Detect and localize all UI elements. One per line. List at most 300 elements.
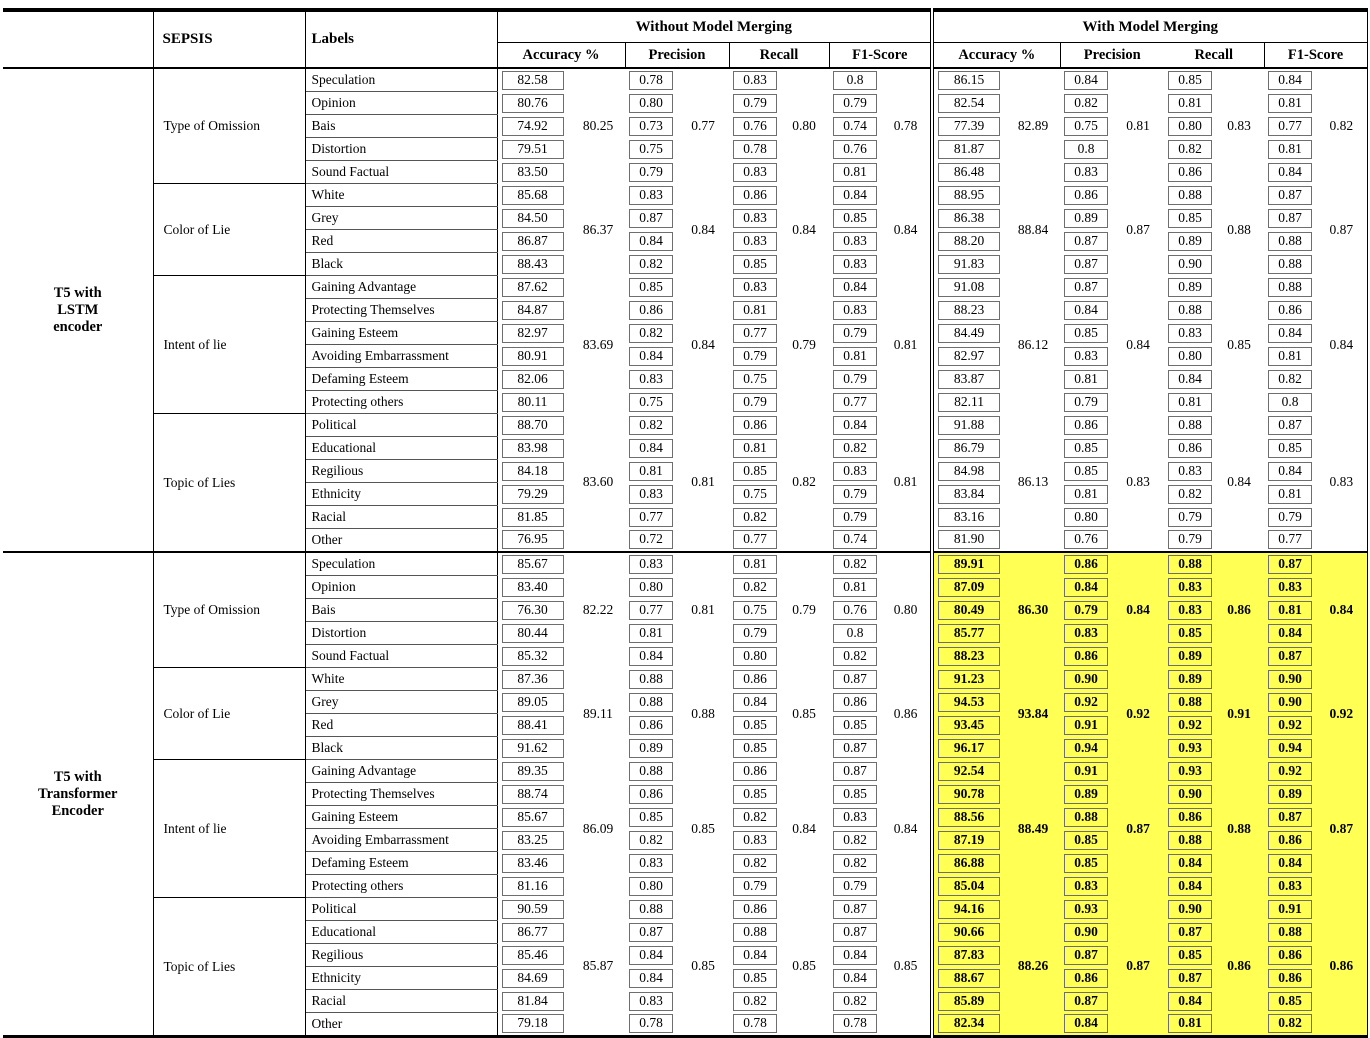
value-box: 0.89 xyxy=(1168,670,1212,689)
label-cell: Red xyxy=(305,714,497,737)
value-box: 86.88 xyxy=(938,854,1000,873)
value-cell xyxy=(1264,576,1316,599)
value-cell xyxy=(625,276,677,299)
value-cell xyxy=(497,230,571,253)
value-box: 0.83 xyxy=(1268,877,1312,896)
value-box: 0.75 xyxy=(629,393,673,412)
value-cell xyxy=(1264,483,1316,506)
value-cell xyxy=(729,737,779,760)
value-box: 89.91 xyxy=(938,555,1000,574)
value-cell xyxy=(1060,783,1112,806)
label-cell: Black xyxy=(305,253,497,276)
value-box: 0.79 xyxy=(733,624,777,643)
value-cell xyxy=(729,645,779,668)
value-cell xyxy=(1164,483,1214,506)
value-box: 0.83 xyxy=(1168,462,1212,481)
value-box: 0.82 xyxy=(733,992,777,1011)
value-box: 80.11 xyxy=(502,393,564,412)
value-box: 0.85 xyxy=(733,255,777,274)
value-box: 0.87 xyxy=(1268,209,1312,228)
average-cell: 85.87 xyxy=(582,958,614,974)
value-box: 0.84 xyxy=(1268,324,1312,343)
average-cell: 0.81 xyxy=(677,552,729,668)
value-box: 0.83 xyxy=(733,71,777,90)
value-box: 0.84 xyxy=(1168,370,1212,389)
value-box: 0.93 xyxy=(1168,762,1212,781)
value-box: 0.83 xyxy=(1168,578,1212,597)
value-box: 88.23 xyxy=(938,301,1000,320)
value-box: 0.84 xyxy=(1168,877,1212,896)
value-cell xyxy=(1264,299,1316,322)
value-cell xyxy=(829,829,881,852)
value-cell xyxy=(1060,161,1112,184)
value-cell xyxy=(829,207,881,230)
average-cell: 88.49 xyxy=(1006,760,1060,898)
value-box: 0.87 xyxy=(1268,808,1312,827)
value-box: 0.81 xyxy=(833,347,877,366)
value-cell xyxy=(829,483,881,506)
value-box: 0.90 xyxy=(1168,785,1212,804)
value-box: 81.90 xyxy=(938,530,1000,549)
value-box: 0.75 xyxy=(733,370,777,389)
value-cell xyxy=(497,921,571,944)
value-box: 0.89 xyxy=(1064,209,1108,228)
average-cell: 0.79 xyxy=(779,552,829,668)
average-cell: 0.85 xyxy=(792,958,816,974)
value-box: 0.81 xyxy=(1268,94,1312,113)
value-box: 0.89 xyxy=(1268,785,1312,804)
model-name-line: Transformer xyxy=(38,785,118,802)
value-box: 0.82 xyxy=(629,831,673,850)
value-box: 0.87 xyxy=(833,923,877,942)
value-cell xyxy=(729,391,779,414)
value-box: 83.16 xyxy=(938,508,1000,527)
label-cell: Racial xyxy=(305,506,497,529)
value-box: 0.84 xyxy=(629,439,673,458)
value-cell xyxy=(932,138,1006,161)
value-box: 79.51 xyxy=(502,140,564,159)
value-cell xyxy=(625,391,677,414)
value-cell xyxy=(932,115,1006,138)
value-cell xyxy=(1264,668,1316,691)
value-box: 0.8 xyxy=(833,624,877,643)
value-box: 0.82 xyxy=(733,508,777,527)
value-box: 0.84 xyxy=(629,946,673,965)
value-cell xyxy=(1164,276,1214,299)
average-cell: 0.85 xyxy=(691,820,715,836)
value-cell xyxy=(1264,368,1316,391)
value-box: 0.86 xyxy=(1268,969,1312,988)
value-cell xyxy=(932,161,1006,184)
value-cell xyxy=(932,345,1006,368)
value-box: 0.80 xyxy=(733,647,777,666)
value-box: 0.84 xyxy=(833,186,877,205)
value-box: 0.76 xyxy=(1064,530,1108,549)
value-box: 0.91 xyxy=(1268,900,1312,919)
value-box: 0.78 xyxy=(833,1014,877,1033)
value-box: 0.93 xyxy=(1168,739,1212,758)
value-cell xyxy=(1264,506,1316,529)
value-box: 85.67 xyxy=(502,555,564,574)
average-cell: 0.88 xyxy=(1214,760,1264,898)
value-box: 0.86 xyxy=(1064,647,1108,666)
value-cell xyxy=(829,345,881,368)
category-cell: Color of Lie xyxy=(153,184,305,276)
value-box: 79.18 xyxy=(502,1014,564,1033)
value-box: 0.86 xyxy=(1268,831,1312,850)
value-box: 88.74 xyxy=(502,785,564,804)
value-box: 86.38 xyxy=(938,209,1000,228)
value-box: 0.8 xyxy=(1268,393,1312,412)
value-cell xyxy=(625,783,677,806)
value-box: 96.17 xyxy=(938,739,1000,758)
value-box: 0.85 xyxy=(833,209,877,228)
value-cell xyxy=(497,276,571,299)
value-box: 0.83 xyxy=(733,232,777,251)
value-cell xyxy=(497,207,571,230)
value-cell xyxy=(1264,92,1316,115)
value-cell xyxy=(1060,737,1112,760)
value-box: 0.91 xyxy=(1064,762,1108,781)
wi-accuracy-header: Accuracy % xyxy=(932,43,1060,69)
value-box: 0.82 xyxy=(833,439,877,458)
value-box: 0.83 xyxy=(1064,877,1108,896)
value-box: 0.77 xyxy=(1268,530,1312,549)
average-cell: 0.85 xyxy=(792,705,816,721)
value-box: 0.85 xyxy=(833,785,877,804)
value-cell xyxy=(932,460,1006,483)
value-box: 0.88 xyxy=(1168,693,1212,712)
value-cell xyxy=(497,645,571,668)
value-cell xyxy=(625,921,677,944)
value-box: 0.81 xyxy=(733,555,777,574)
value-cell xyxy=(729,576,779,599)
label-cell: Opinion xyxy=(305,576,497,599)
value-box: 91.62 xyxy=(502,739,564,758)
model-name-cell xyxy=(3,68,153,552)
value-box: 91.08 xyxy=(938,278,1000,297)
value-cell xyxy=(729,230,779,253)
category-cell: Intent of lie xyxy=(153,760,305,898)
value-box: 0.81 xyxy=(1268,601,1312,620)
value-cell xyxy=(932,967,1006,990)
value-box: 91.88 xyxy=(938,416,1000,435)
value-box: 0.8 xyxy=(833,71,877,90)
model-name-line: LSTM xyxy=(57,301,99,318)
value-cell xyxy=(729,806,779,829)
value-cell xyxy=(1164,92,1214,115)
value-box: 0.82 xyxy=(1168,140,1212,159)
value-box: 0.77 xyxy=(733,530,777,549)
value-box: 0.86 xyxy=(1268,946,1312,965)
value-box: 0.77 xyxy=(629,508,673,527)
value-cell xyxy=(625,460,677,483)
value-box: 83.98 xyxy=(502,439,564,458)
average-cell: 0.84 xyxy=(1112,552,1164,668)
label-cell: Sound Factual xyxy=(305,645,497,668)
value-cell xyxy=(729,599,779,622)
value-box: 86.79 xyxy=(938,439,1000,458)
value-box: 82.34 xyxy=(938,1014,1000,1033)
value-cell xyxy=(625,207,677,230)
model-name-line: T5 with xyxy=(53,284,102,301)
model-name-cell xyxy=(3,552,153,1037)
value-cell xyxy=(932,691,1006,714)
value-cell xyxy=(1060,483,1112,506)
value-box: 91.23 xyxy=(938,670,1000,689)
value-box: 0.84 xyxy=(1268,71,1312,90)
sepsis-header: SEPSIS xyxy=(153,10,305,68)
value-box: 0.83 xyxy=(629,992,673,1011)
value-cell xyxy=(625,875,677,898)
value-cell xyxy=(1264,437,1316,460)
value-box: 0.78 xyxy=(733,140,777,159)
value-cell xyxy=(1164,668,1214,691)
value-box: 0.84 xyxy=(629,969,673,988)
value-cell xyxy=(1164,115,1214,138)
value-box: 0.79 xyxy=(833,508,877,527)
value-cell xyxy=(829,414,881,437)
value-box: 0.79 xyxy=(733,393,777,412)
value-cell xyxy=(932,368,1006,391)
value-cell xyxy=(1164,437,1214,460)
average-cell: 89.11 xyxy=(583,705,613,721)
average-cell: 0.82 xyxy=(1316,68,1367,184)
value-cell xyxy=(1060,115,1112,138)
value-cell xyxy=(625,230,677,253)
value-cell xyxy=(497,345,571,368)
value-box: 0.79 xyxy=(1064,601,1108,620)
label-cell: Educational xyxy=(305,437,497,460)
value-cell xyxy=(932,944,1006,967)
table-row xyxy=(3,760,1367,783)
value-cell xyxy=(497,806,571,829)
value-cell xyxy=(1060,253,1112,276)
average-cell: 0.86 xyxy=(1214,552,1264,668)
value-box: 0.87 xyxy=(1064,278,1108,297)
value-cell xyxy=(1060,622,1112,645)
value-cell xyxy=(625,529,677,553)
results-table xyxy=(3,8,1368,1038)
value-box: 0.78 xyxy=(733,1014,777,1033)
label-cell: Gaining Advantage xyxy=(305,760,497,783)
value-cell xyxy=(932,414,1006,437)
value-box: 0.87 xyxy=(1168,969,1212,988)
value-box: 0.88 xyxy=(1268,232,1312,251)
value-cell xyxy=(932,645,1006,668)
value-cell xyxy=(829,852,881,875)
value-cell xyxy=(729,483,779,506)
value-box: 0.82 xyxy=(833,831,877,850)
value-cell xyxy=(932,898,1006,921)
value-box: 0.88 xyxy=(629,762,673,781)
value-cell xyxy=(1060,391,1112,414)
value-box: 0.83 xyxy=(833,462,877,481)
value-box: 0.81 xyxy=(1168,1014,1212,1033)
value-cell xyxy=(932,668,1006,691)
value-cell xyxy=(1264,691,1316,714)
value-cell xyxy=(1060,576,1112,599)
value-cell xyxy=(729,92,779,115)
value-cell xyxy=(1164,345,1214,368)
label-cell: Opinion xyxy=(305,92,497,115)
value-cell xyxy=(829,184,881,207)
value-cell xyxy=(1164,691,1214,714)
value-cell xyxy=(1264,852,1316,875)
value-box: 0.83 xyxy=(629,186,673,205)
value-cell xyxy=(1264,875,1316,898)
value-cell xyxy=(625,506,677,529)
value-box: 0.74 xyxy=(833,117,877,136)
value-cell xyxy=(829,299,881,322)
value-cell xyxy=(1060,276,1112,299)
value-box: 0.87 xyxy=(1268,186,1312,205)
model-column-header xyxy=(3,10,153,68)
average-cell: 83.60 xyxy=(582,474,614,490)
table-row xyxy=(3,414,1367,437)
average-cell: 0.81 xyxy=(691,474,715,490)
value-box: 89.05 xyxy=(502,693,564,712)
value-box: 0.88 xyxy=(1168,301,1212,320)
value-cell xyxy=(497,253,571,276)
label-cell: Red xyxy=(305,230,497,253)
value-cell xyxy=(1164,760,1214,783)
category-cell: Topic of Lies xyxy=(153,414,305,553)
value-cell xyxy=(729,506,779,529)
value-cell xyxy=(625,852,677,875)
label-cell: Avoiding Embarrassment xyxy=(305,345,497,368)
value-box: 0.85 xyxy=(1168,71,1212,90)
value-cell xyxy=(729,299,779,322)
label-cell: Ethnicity xyxy=(305,967,497,990)
value-box: 0.75 xyxy=(733,485,777,504)
value-box: 0.86 xyxy=(833,693,877,712)
value-box: 0.84 xyxy=(1064,301,1108,320)
value-cell xyxy=(932,576,1006,599)
value-box: 0.83 xyxy=(629,854,673,873)
value-box: 0.86 xyxy=(1168,163,1212,182)
label-cell: Bais xyxy=(305,599,497,622)
wi-f1-header: F1-Score xyxy=(1264,43,1367,69)
value-box: 82.97 xyxy=(502,324,564,343)
value-box: 83.84 xyxy=(938,485,1000,504)
value-box: 87.09 xyxy=(938,578,1000,597)
value-box: 0.90 xyxy=(1168,255,1212,274)
value-cell xyxy=(497,322,571,345)
value-cell xyxy=(829,368,881,391)
value-cell xyxy=(829,645,881,668)
value-cell xyxy=(1164,714,1214,737)
average-cell: 0.85 xyxy=(1227,336,1251,352)
value-box: 0.84 xyxy=(833,278,877,297)
value-cell xyxy=(1164,783,1214,806)
value-box: 0.84 xyxy=(833,946,877,965)
value-cell xyxy=(497,506,571,529)
label-cell: Gaining Advantage xyxy=(305,276,497,299)
value-cell xyxy=(625,68,677,92)
value-cell xyxy=(829,437,881,460)
value-box: 84.50 xyxy=(502,209,564,228)
label-cell: Other xyxy=(305,529,497,553)
value-box: 0.90 xyxy=(1268,670,1312,689)
label-cell: Distortion xyxy=(305,622,497,645)
value-cell xyxy=(932,184,1006,207)
value-cell xyxy=(932,299,1006,322)
value-box: 0.86 xyxy=(1168,808,1212,827)
value-box: 0.84 xyxy=(1268,854,1312,873)
value-cell xyxy=(1060,668,1112,691)
value-cell xyxy=(625,829,677,852)
value-box: 89.35 xyxy=(502,762,564,781)
value-box: 0.86 xyxy=(1168,439,1212,458)
value-box: 85.46 xyxy=(502,946,564,965)
value-box: 0.85 xyxy=(1168,209,1212,228)
value-box: 0.89 xyxy=(1168,278,1212,297)
value-cell xyxy=(1060,852,1112,875)
average-cell: 86.37 xyxy=(582,221,614,237)
value-box: 88.95 xyxy=(938,186,1000,205)
value-box: 0.75 xyxy=(1064,117,1108,136)
value-box: 0.87 xyxy=(1064,232,1108,251)
value-box: 0.85 xyxy=(1168,624,1212,643)
value-cell xyxy=(829,460,881,483)
value-cell xyxy=(625,184,677,207)
value-cell xyxy=(497,852,571,875)
value-cell xyxy=(829,92,881,115)
value-cell xyxy=(932,737,1006,760)
value-cell xyxy=(497,576,571,599)
value-box: 0.76 xyxy=(833,601,877,620)
value-box: 0.85 xyxy=(1064,439,1108,458)
value-cell xyxy=(1060,599,1112,622)
value-box: 0.80 xyxy=(629,578,673,597)
average-cell: 0.84 xyxy=(1316,276,1367,414)
value-box: 94.53 xyxy=(938,693,1000,712)
value-cell xyxy=(625,552,677,576)
value-box: 0.81 xyxy=(1064,485,1108,504)
value-cell xyxy=(1164,806,1214,829)
value-cell xyxy=(1060,691,1112,714)
average-cell: 0.81 xyxy=(1126,118,1150,134)
value-cell xyxy=(932,852,1006,875)
value-cell xyxy=(1060,921,1112,944)
value-cell xyxy=(729,921,779,944)
value-box: 0.84 xyxy=(733,946,777,965)
average-cell: 0.87 xyxy=(1316,760,1367,898)
label-cell: Political xyxy=(305,414,497,437)
average-cell: 0.77 xyxy=(691,118,715,134)
value-cell xyxy=(1164,230,1214,253)
category-cell: Intent of lie xyxy=(153,276,305,414)
value-cell xyxy=(1060,875,1112,898)
value-cell xyxy=(729,115,779,138)
value-cell xyxy=(932,322,1006,345)
value-cell xyxy=(1264,806,1316,829)
value-cell xyxy=(1264,944,1316,967)
value-cell xyxy=(829,967,881,990)
value-cell xyxy=(497,875,571,898)
value-cell xyxy=(932,552,1006,576)
value-cell xyxy=(729,852,779,875)
value-cell xyxy=(829,599,881,622)
average-cell: 82.89 xyxy=(1017,118,1049,134)
label-cell: Distortion xyxy=(305,138,497,161)
value-box: 0.82 xyxy=(833,854,877,873)
value-box: 0.85 xyxy=(629,808,673,827)
value-box: 0.80 xyxy=(1064,508,1108,527)
value-cell xyxy=(829,806,881,829)
value-cell xyxy=(497,115,571,138)
